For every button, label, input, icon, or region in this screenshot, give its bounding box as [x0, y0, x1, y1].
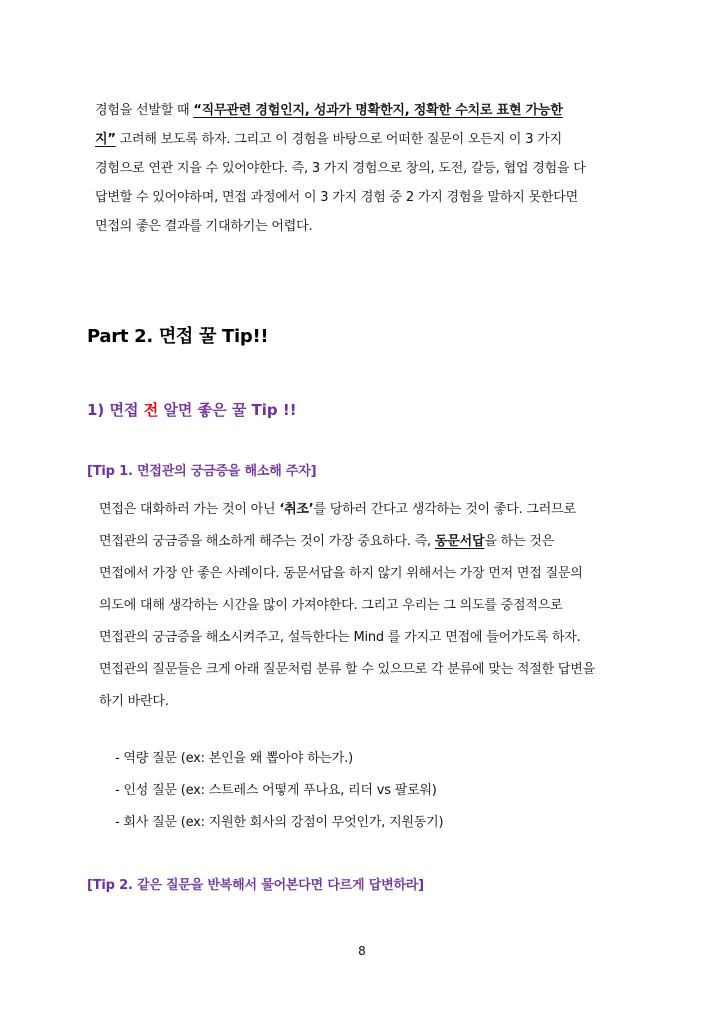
tip1-line: 의도에 대해 생각하는 시간을 많이 가져야한다. 그리고 우리는 그 의도를 중점적으로 — [99, 598, 563, 613]
list-item: - 회사 질문 (ex: 지원한 회사의 강점이 무엇인가, 지원동기) — [115, 815, 444, 830]
section1-prefix: 1) 면접 — [87, 401, 144, 419]
tip1-text: 면접관의 궁금증을 해소하게 해주는 것이 가장 중요하다. 즉, — [99, 534, 435, 549]
intro-emphasis: “직무관련 경험인지, 성과가 명확한지, 정확한 수치로 표현 가능한 — [193, 103, 563, 118]
section1-highlight: 전 — [143, 401, 159, 419]
intro-line — [95, 125, 635, 154]
tip1-emphasis: 동문서답 — [434, 534, 485, 549]
intro-text: 고려해 보도록 하자. 그리고 이 경험을 바탕으로 어떠한 질문이 오든지 이 3 가지 — [115, 132, 562, 147]
tip1-text: 을 하는 것은 — [484, 534, 555, 549]
intro-paragraph — [95, 96, 635, 241]
intro-line — [95, 96, 635, 125]
tip1-line: 하기 바란다. — [99, 694, 169, 709]
section1-suffix: 알면 좋은 꿀 Tip !! — [158, 401, 297, 419]
list-item: - 인성 질문 (ex: 스트레스 어떻게 푸나요, 리더 vs 팔로워) — [115, 783, 437, 798]
tip1-heading: [Tip 1. 면접관의 궁금증을 해소해 주자] — [87, 464, 317, 479]
intro-text: 경험을 선발할 때 — [95, 103, 194, 118]
intro-emphasis: 지” — [95, 132, 116, 147]
intro-line: 경험으로 연관 지을 수 있어야한다. 즉, 3 가지 경험으로 창의, 도전, 갈등, 협업 경험을 다 — [95, 161, 586, 176]
list-item: - 역량 질문 (ex: 본인을 왜 뽑아야 하는가.) — [115, 751, 353, 766]
tip1-paragraph — [99, 494, 659, 718]
intro-line: 답변할 수 있어야하며, 면접 과정에서 이 3 가지 경험 중 2 가지 경험을 말하지 못한다면 — [95, 190, 578, 205]
tip1-emphasis: ‘취조’ — [279, 502, 314, 517]
tip1-line — [99, 494, 659, 526]
tip1-line: 면접에서 가장 안 좋은 사례이다. 동문서답을 하지 않기 위해서는 가장 먼저 면접 질문의 — [99, 566, 583, 581]
question-type-list — [115, 743, 443, 839]
tip1-line: 면접관의 질문들은 크게 아래 질문처럼 분류 할 수 있으므로 각 분류에 맞는 적절한 답변을 — [99, 662, 596, 677]
part2-heading: Part 2. 면접 꿀 Tip!! — [87, 326, 269, 347]
tip1-line: 면접관의 궁금증을 해소시켜주고, 설득한다는 Mind 를 가지고 면접에 들어가도록 하자. — [99, 630, 581, 645]
tip2-heading: [Tip 2. 같은 질문을 반복해서 물어본다면 다르게 답변하라] — [87, 878, 424, 893]
section1-heading — [87, 399, 297, 420]
tip1-line — [99, 526, 659, 558]
tip1-text: 면접은 대화하러 가는 것이 아닌 — [99, 502, 280, 517]
tip1-text: 를 당하러 간다고 생각하는 것이 좋다. 그러므로 — [313, 502, 576, 517]
intro-line: 면접의 좋은 결과를 기대하기는 어렵다. — [95, 219, 313, 234]
page-number: 8 — [358, 944, 366, 958]
